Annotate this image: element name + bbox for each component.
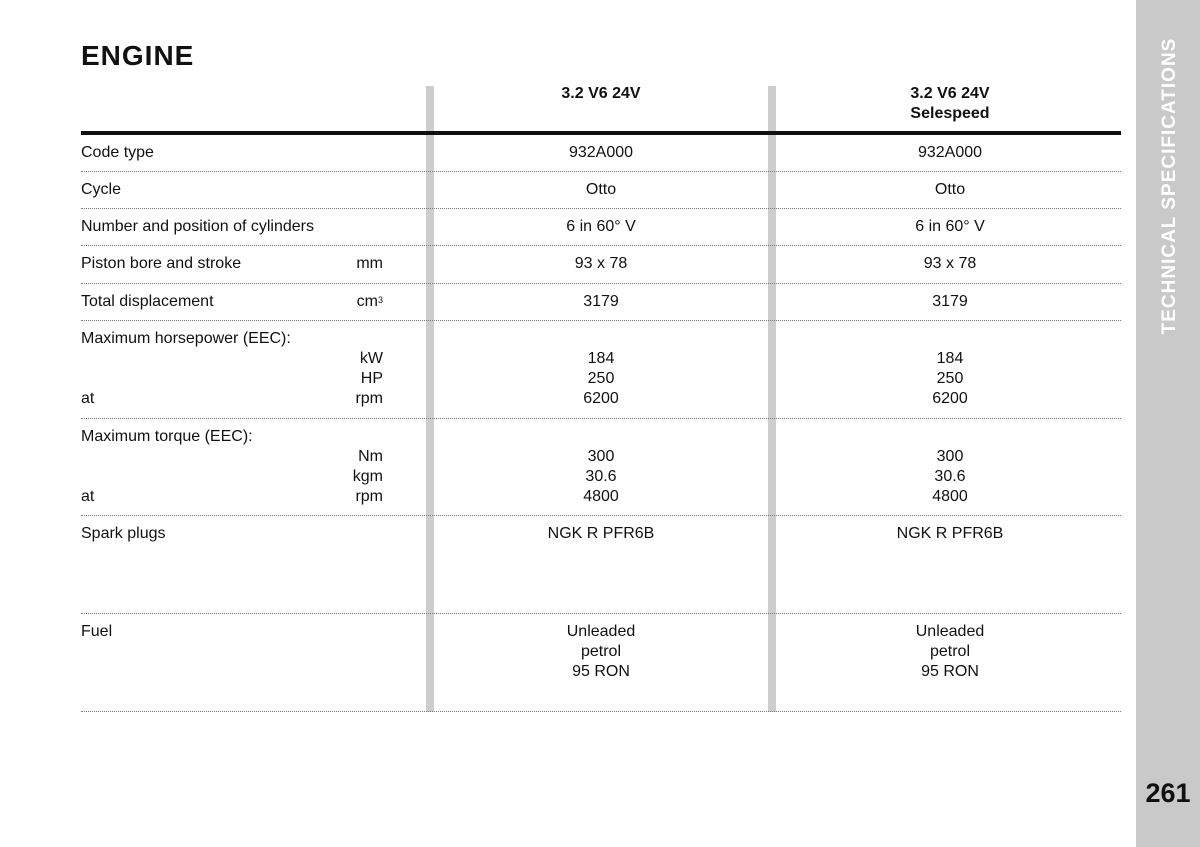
value-nm: 300 [587,448,615,465]
unit-kw: kW [359,350,383,367]
column-header-2 [776,84,1124,124]
value-col1: NGK R PFR6B [547,525,655,542]
side-section-title: TECHNICAL SPECIFICATIONS [1159,37,1180,335]
value-nm: 300 [936,448,964,465]
value-kw: 184 [936,350,964,367]
row-label: Spark plugs [81,525,166,542]
unit-base: cm [356,293,378,310]
unit-kgm: kgm [352,468,383,485]
value-col1 [434,349,768,409]
unit-rpm: rpm [355,390,383,407]
table-row-torque [81,419,1121,516]
column-header-2-line2: Selespeed [910,105,990,122]
row-unit: mm [356,255,383,272]
table-row-displacement [81,284,1121,321]
fuel-line-2: petrol [580,643,622,660]
fuel-line-2: petrol [929,643,971,660]
fuel-line-1: Unleaded [566,623,636,640]
table-row-fuel [81,614,1121,712]
value-col2: Otto [934,181,966,198]
value-col2 [776,622,1124,682]
row-label: Number and position of cylinders [81,218,315,235]
table-row-cycle [81,172,1121,209]
column-header-1-line1: 3.2 V6 24V [561,85,641,102]
value-col2: 3179 [932,293,968,310]
page-title: ENGINE [81,40,195,71]
value-col1: Otto [585,181,617,198]
value-hp: 250 [936,370,964,387]
row-label: Piston bore and stroke [81,255,242,272]
table-row-bore-stroke [81,246,1121,284]
row-label: Total displacement [81,293,214,310]
value-col1: 3179 [583,293,619,310]
row-label: Fuel [81,623,113,640]
row-label: Maximum horsepower (EEC): [81,330,291,347]
value-rpm: 6200 [583,390,619,407]
row-label: Code type [81,144,154,161]
value-col2 [776,349,1124,409]
value-rpm: 4800 [583,488,619,505]
row-at-label: at [81,390,95,407]
value-hp: 250 [587,370,615,387]
column-header-2-line1: 3.2 V6 24V [910,85,990,102]
value-col2: 93 x 78 [923,255,977,272]
table-row-cylinders [81,209,1121,246]
unit-superscript: 3 [377,295,383,305]
fuel-line-1: Unleaded [915,623,985,640]
value-col1: 6 in 60° V [566,218,636,235]
table-row-horsepower [81,321,1121,419]
value-rpm: 4800 [932,488,968,505]
value-col1: 93 x 78 [574,255,628,272]
value-col1 [434,622,768,682]
fuel-line-3: 95 RON [572,663,630,680]
value-kgm: 30.6 [585,468,617,485]
value-col1: 932A000 [568,144,634,161]
value-col2: NGK R PFR6B [896,525,1004,542]
row-label-block [81,329,291,409]
unit-nm: Nm [358,448,383,465]
column-header-1 [434,84,768,104]
value-col1 [434,447,768,507]
value-col2: 932A000 [917,144,983,161]
row-at-label: at [81,488,95,505]
value-kw: 184 [587,350,615,367]
value-col2 [776,447,1124,507]
row-units [311,447,383,507]
page-number: 261 [1145,778,1191,808]
row-label: Maximum torque (EEC): [81,428,253,445]
table-row-code-type [81,135,1121,172]
row-units [311,349,383,409]
value-col2: 6 in 60° V [915,218,985,235]
unit-hp: HP [360,370,383,387]
value-rpm: 6200 [932,390,968,407]
fuel-line-3: 95 RON [921,663,979,680]
unit-rpm: rpm [355,488,383,505]
value-kgm: 30.6 [934,468,966,485]
table-row-spark-plugs [81,516,1121,614]
row-label-block [81,427,253,507]
row-label: Cycle [81,181,122,198]
row-unit [311,292,383,312]
